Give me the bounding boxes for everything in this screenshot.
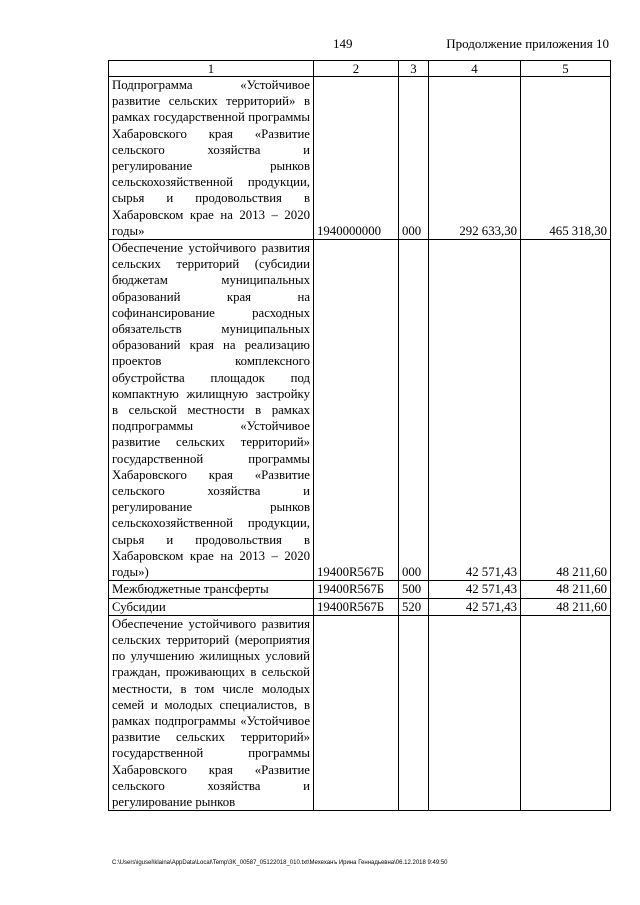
row-value-col5: 48 211,60 [521, 581, 611, 598]
column-header: 3 [399, 61, 429, 77]
budget-table [108, 60, 611, 811]
row-type [399, 615, 429, 810]
table-header-row [109, 61, 611, 77]
row-type: 000 [399, 77, 429, 240]
column-header: 1 [109, 61, 314, 77]
row-value-col5: 48 211,60 [521, 598, 611, 615]
column-header: 5 [521, 61, 611, 77]
row-value-col4 [429, 615, 521, 810]
row-code: 1940000000 [314, 77, 399, 240]
table-row [109, 581, 611, 598]
row-name: Обеспечение устойчивого развития сельских территорий (мероприятия по улучшению жилищных условий граждан, проживающих в сельской местности, в том числе молодых семей и молодых специалистов, в рамках подпрограммы «Устойчивое развитие сельских территорий» государственной программы Хабаровского края «Развитие сельского хозяйства и регулирование рынков [109, 615, 314, 810]
page-number: 149 [333, 36, 353, 51]
row-type: 500 [399, 581, 429, 598]
column-header: 4 [429, 61, 521, 77]
row-value-col4: 42 571,43 [429, 598, 521, 615]
row-value-col5: 465 318,30 [521, 77, 611, 240]
row-code: 19400R567Б [314, 581, 399, 598]
row-name: Субсидии [109, 598, 314, 615]
table-row [109, 598, 611, 615]
continuation-label: Продолжение приложения 10 [446, 36, 609, 51]
row-value-col5: 48 211,60 [521, 240, 611, 581]
file-path-footer: C:\Users\igusel\klaina\AppData\Local\Temp\3K_00587_05122018_010.txt\Мехеханъ Ирина Геннадьевна\06.12.2018 9:49:50 [112, 860, 448, 866]
table-row [109, 240, 611, 581]
row-name: Подпрограмма «Устойчивое развитие сельских территорий» в рамках государственной программы Хабаровского края «Развитие сельского хозяйства и регулирование рынков сельскохозяйственной продукции, сырья и продовольствия в Хабаровском крае на 2013 – 2020 годы» [109, 77, 314, 240]
row-type: 520 [399, 598, 429, 615]
row-value-col4: 292 633,30 [429, 77, 521, 240]
column-header: 2 [314, 61, 399, 77]
row-value-col4: 42 571,43 [429, 581, 521, 598]
row-code [314, 615, 399, 810]
row-value-col4: 42 571,43 [429, 240, 521, 581]
table-row [109, 77, 611, 240]
row-value-col5 [521, 615, 611, 810]
row-code: 19400R567Б [314, 240, 399, 581]
row-code: 19400R567Б [314, 598, 399, 615]
row-name: Обеспечение устойчивого развития сельских территорий (субсидии бюджетам муниципальных образований края на софинансирование расходных обязательств муниципальных образований края на реализацию проектов комплексного обустройства площадок под компактную жилищную застройку в сельской местности в рамках подпрограммы «Устойчивое развитие сельских территорий» государственной программы Хабаровского края «Развитие сельского хозяйства и регулирование рынков сельскохозяйственной продукции, сырья и продовольствия в Хабаровском крае на 2013 – 2020 годы») [109, 240, 314, 581]
row-type: 000 [399, 240, 429, 581]
table-row [109, 615, 611, 810]
row-name: Межбюджетные трансферты [109, 581, 314, 598]
